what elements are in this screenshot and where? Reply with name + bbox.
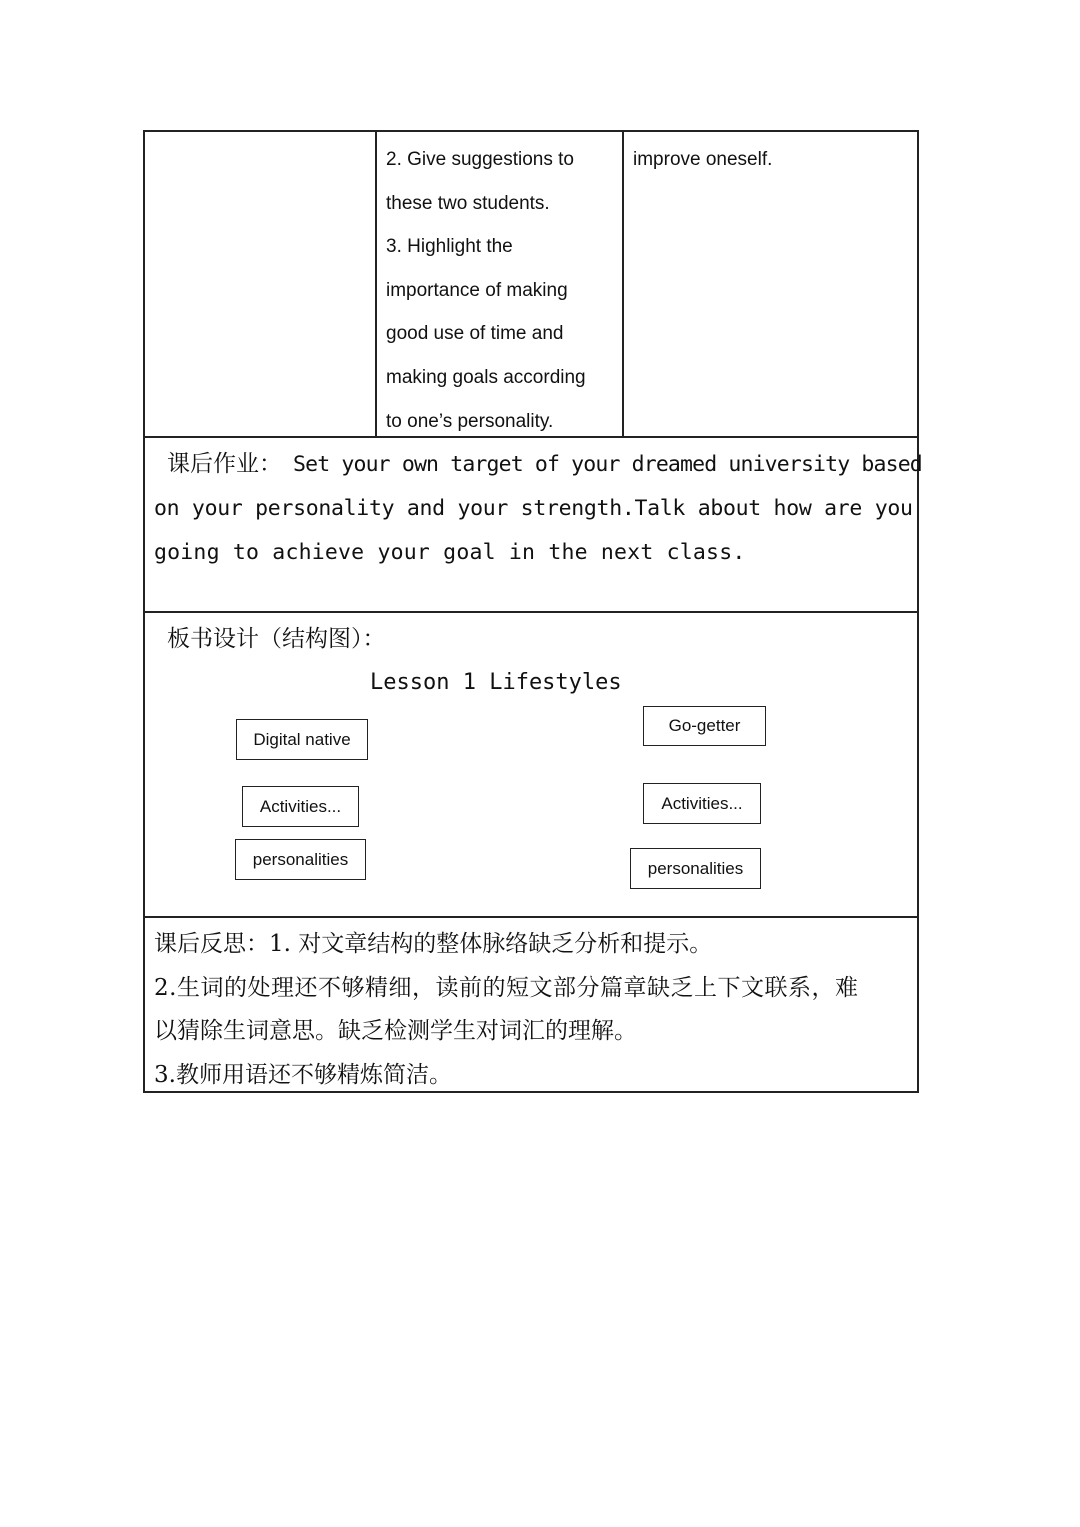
- procedure-line: 2. Give suggestions to: [386, 149, 574, 170]
- row-separator-3: [143, 916, 919, 918]
- reflection-line-3: 以猜除生词意思。缺乏检测学生对词汇的理解。: [154, 1018, 637, 1044]
- homework-line-1: Set your own target of your dreamed university based: [293, 452, 922, 477]
- procedure-line: to one’s personality.: [386, 410, 554, 432]
- row-separator-2: [143, 611, 919, 613]
- procedure-line: these two students.: [386, 192, 550, 214]
- board-design-label: 板书设计（结构图）：: [167, 626, 386, 652]
- box-go-getter: Go-getter: [643, 706, 766, 746]
- procedure-line: 3. Highlight the: [386, 236, 513, 258]
- reflection-line-4: 3.教师用语还不够精炼简洁。: [154, 1062, 452, 1088]
- col-divider-1: [375, 130, 377, 437]
- homework-line-2: on your personality and your strength.Talk about how are you: [154, 496, 913, 521]
- board-title: Lesson 1 Lifestyles: [370, 670, 622, 695]
- procedure-line: importance of making: [386, 279, 568, 301]
- box-left-activities: Activities...: [242, 786, 359, 827]
- box-right-activities: Activities...: [643, 783, 761, 824]
- purpose-text: improve oneself.: [633, 149, 773, 170]
- box-digital-native: Digital native: [236, 719, 368, 760]
- col-divider-2: [622, 130, 624, 437]
- homework-line-3: going to achieve your goal in the next class.: [154, 540, 746, 565]
- procedure-line: making goals according: [386, 366, 586, 388]
- reflection-line-1: 课后反思：1. 对文章结构的整体脉络缺乏分析和提示。: [154, 931, 713, 957]
- box-left-personalities: personalities: [235, 839, 366, 880]
- table-border-top: [143, 130, 919, 132]
- reflection-line-2: 2.生词的处理还不够精细，读前的短文部分篇章缺乏上下文联系，难: [154, 975, 859, 1001]
- procedure-line: good use of time and: [386, 323, 564, 345]
- box-right-personalities: personalities: [630, 848, 761, 889]
- procedure-step-text: [386, 138, 618, 443]
- homework-label: 课后作业：: [167, 451, 282, 477]
